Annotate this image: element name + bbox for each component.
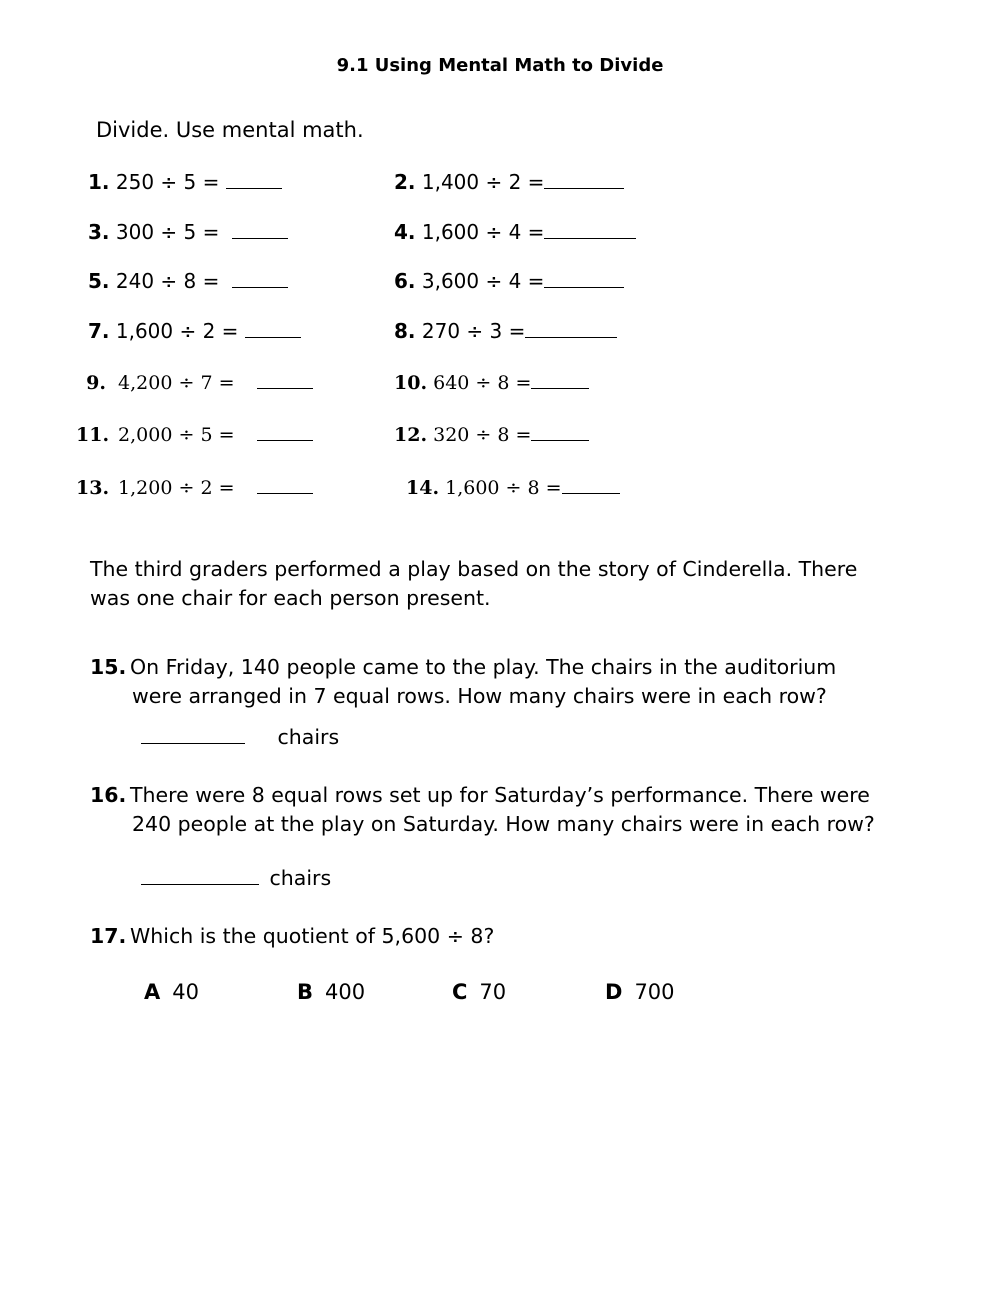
problem-number: 3.: [88, 220, 110, 244]
problem-number: 4.: [394, 220, 416, 244]
answer-blank[interactable]: [562, 475, 620, 494]
answer-blank[interactable]: [544, 170, 624, 189]
choice-value: 40: [172, 980, 199, 1004]
answer-blank[interactable]: [257, 370, 313, 389]
problem-expression: 4,200 ÷ 7 =: [118, 372, 235, 394]
question-line-1: There were 8 equal rows set up for Saturday’s performance. There were: [130, 783, 870, 807]
problem-5: [88, 269, 288, 293]
answer-blank[interactable]: [232, 269, 288, 288]
problem-expression: 1,600 ÷ 4 =: [421, 220, 545, 244]
problem-expression: 1,600 ÷ 8 =: [445, 477, 562, 499]
answer-15: [141, 725, 339, 749]
choice-value: 400: [325, 980, 366, 1004]
problem-3: [88, 220, 288, 244]
problem-expression: 1,200 ÷ 2 =: [118, 477, 235, 499]
problem-number: 12.: [394, 424, 428, 446]
answer-16: [141, 866, 331, 890]
answer-blank[interactable]: [531, 370, 589, 389]
answer-blank[interactable]: [531, 422, 589, 441]
answer-blank[interactable]: [232, 220, 288, 239]
problem-number: 14.: [406, 477, 440, 499]
choice-value: 70: [479, 980, 507, 1004]
instructions: Divide. Use mental math.: [96, 118, 364, 142]
answer-blank[interactable]: [257, 422, 313, 441]
question-number: 15.: [90, 655, 127, 679]
answer-unit: chairs: [269, 866, 332, 890]
choice-letter: B: [297, 980, 314, 1004]
problem-4: [394, 220, 636, 244]
question-17: [90, 922, 494, 951]
question-line-2: 240 people at the play on Saturday. How many chairs were in each row?: [132, 812, 875, 836]
problem-9: [76, 370, 313, 395]
choice-b[interactable]: [297, 980, 365, 1004]
choice-c[interactable]: [452, 980, 506, 1004]
problem-12: [394, 422, 589, 447]
answer-blank[interactable]: [141, 725, 245, 744]
worksheet-title: 9.1 Using Mental Math to Divide: [336, 55, 664, 76]
choice-value: 700: [634, 980, 675, 1004]
problem-number: 11.: [76, 424, 110, 446]
problem-expression: 640 ÷ 8 =: [433, 372, 532, 394]
problem-number: 9.: [86, 372, 106, 394]
choice-letter: A: [144, 980, 161, 1004]
problem-2: [394, 170, 624, 194]
problem-number: 1.: [88, 170, 110, 194]
choice-d[interactable]: [605, 980, 675, 1004]
question-16: [90, 781, 875, 839]
story-paragraph: [90, 555, 857, 613]
problem-14: [406, 475, 620, 500]
problem-number: 13.: [76, 477, 110, 499]
question-text: Which is the quotient of 5,600 ÷ 8?: [130, 924, 495, 948]
problem-1: [88, 170, 282, 194]
problem-expression: 320 ÷ 8 =: [433, 424, 532, 446]
answer-blank[interactable]: [245, 319, 301, 338]
problem-number: 6.: [394, 269, 416, 293]
question-line-2: were arranged in 7 equal rows. How many chairs were in each row?: [132, 684, 827, 708]
problem-expression: 1,600 ÷ 2 =: [115, 319, 239, 343]
problem-expression: 250 ÷ 5 =: [115, 170, 220, 194]
choice-letter: C: [452, 980, 468, 1004]
problem-10: [394, 370, 589, 395]
problem-expression: 1,400 ÷ 2 =: [421, 170, 545, 194]
problem-expression: 3,600 ÷ 4 =: [421, 269, 545, 293]
problem-number: 7.: [88, 319, 110, 343]
question-number: 16.: [90, 783, 127, 807]
problem-11: [76, 422, 313, 447]
story-line-2: was one chair for each person present.: [90, 586, 491, 610]
problem-expression: 2,000 ÷ 5 =: [118, 424, 235, 446]
answer-blank[interactable]: [257, 475, 313, 494]
question-line-1: On Friday, 140 people came to the play. The chairs in the auditorium: [130, 655, 837, 679]
story-line-1: The third graders performed a play based on the story of Cinderella. There: [90, 557, 858, 581]
answer-blank[interactable]: [226, 170, 282, 189]
answer-blank[interactable]: [525, 319, 617, 338]
problem-7: [88, 319, 301, 343]
answer-unit: chairs: [277, 725, 340, 749]
answer-blank[interactable]: [544, 220, 636, 239]
answer-blank[interactable]: [141, 866, 259, 885]
problem-6: [394, 269, 624, 293]
problem-number: 8.: [394, 319, 416, 343]
question-15: [90, 653, 836, 711]
problem-number: 2.: [394, 170, 416, 194]
problem-8: [394, 319, 617, 343]
problem-expression: 240 ÷ 8 =: [115, 269, 220, 293]
problem-number: 10.: [394, 372, 428, 394]
choice-a[interactable]: [144, 980, 199, 1004]
problem-expression: 270 ÷ 3 =: [421, 319, 526, 343]
choice-letter: D: [605, 980, 623, 1004]
problem-number: 5.: [88, 269, 110, 293]
answer-blank[interactable]: [544, 269, 624, 288]
question-number: 17.: [90, 924, 127, 948]
problem-expression: 300 ÷ 5 =: [115, 220, 220, 244]
problem-13: [76, 475, 313, 500]
